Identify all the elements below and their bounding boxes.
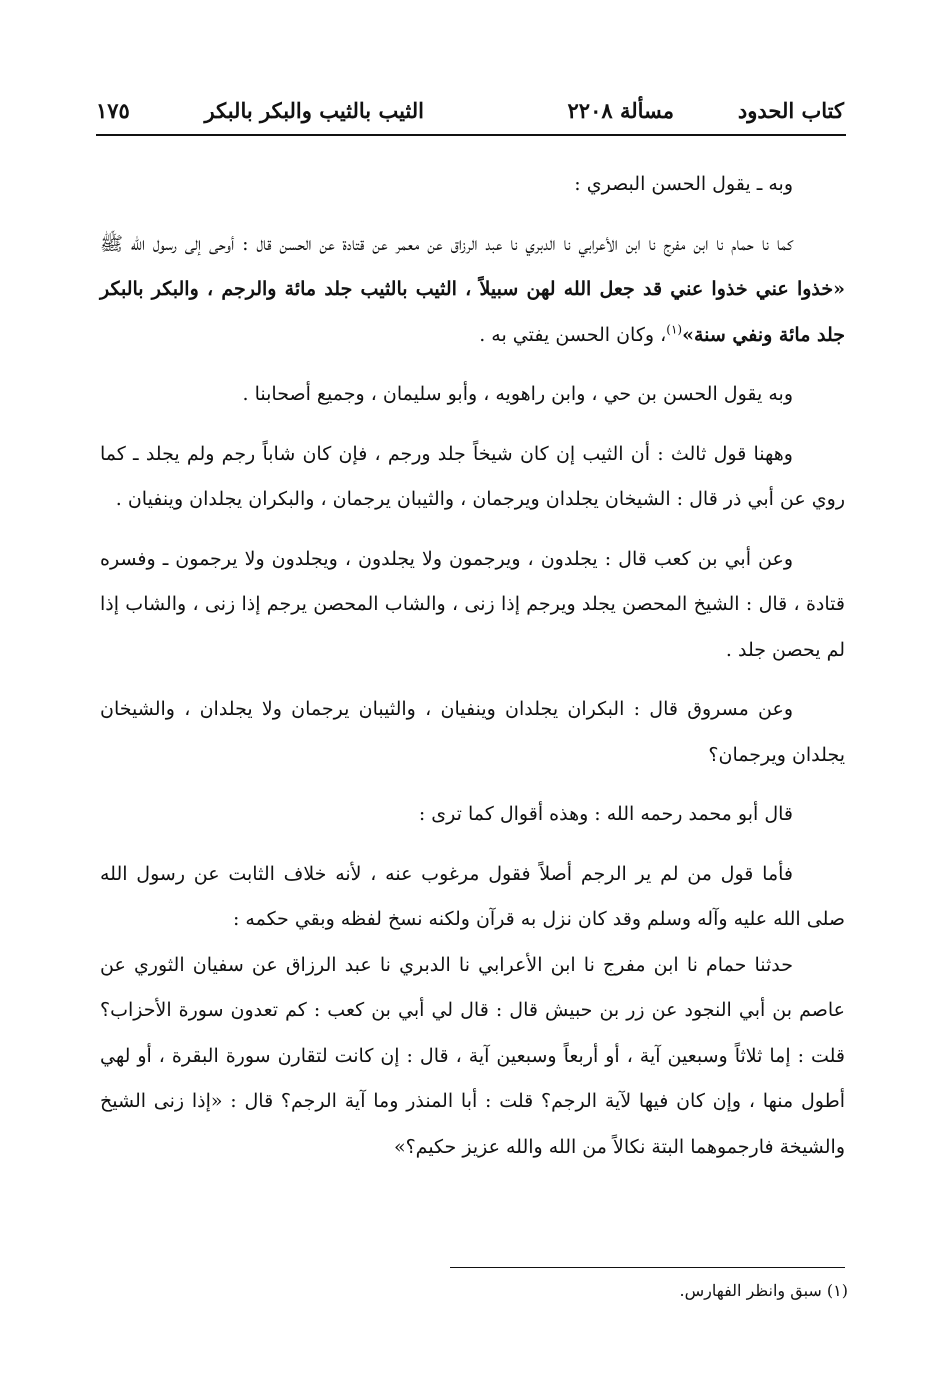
footnote-marker[interactable]: (١) xyxy=(666,322,683,337)
paragraph-7 xyxy=(100,792,845,838)
paragraph-text: وههنا قول ثالث : أن الثيب إن كان شيخاً جلد ورجم ، فإن كان شاباً رجم ولم يجلد ـ كما روي عن أبي ذر قال : الشيخان يجلدان ويرجمان ، والثيبان يرجمان ، والبكران يجلدان وينفيان . xyxy=(100,442,845,510)
paragraph-text: وبه ـ يقول الحسن البصري : xyxy=(574,173,793,195)
paragraph-text: وبه يقول الحسن بن حي ، وابن راهويه ، وأبو سليمان ، وجميع أصحابنا . xyxy=(242,383,793,405)
paragraph-2 xyxy=(100,222,845,359)
hadith-quote: «خذوا عني خذوا عني قد جعل الله لهن سبيلاً ، الثيب بالثيب جلد مائة والرجم ، والبكر بالبكر جلد مائة ونفي سنة» xyxy=(100,278,845,346)
footnote-divider xyxy=(450,1267,845,1268)
paragraph-8 xyxy=(100,852,845,943)
page-number: ١٧٥ xyxy=(96,98,130,123)
paragraph-4 xyxy=(100,432,845,523)
paragraph-text-after: ، وكان الحسن يفتي به . xyxy=(479,323,667,346)
paragraph-text: كما نا حمام نا ابن مفرج نا ابن الأعرابي نا الدبري نا عبد الرزاق عن معمر عن قتادة عن الحسن قال : أوحى إلى رسول الله ﷺ xyxy=(100,232,793,255)
main-text xyxy=(100,162,845,1184)
header-divider xyxy=(96,134,846,136)
paragraph-9 xyxy=(100,943,845,1171)
paragraph-text: وعن أبي بن كعب قال : يجلدون ، ويرجمون ولا يجلدون ، ويجلدون ولا يرجمون ـ وفسره قتادة ، قال : الشيخ المحصن يجلد ويرجم إذا زنى ، والشاب المحصن يرجم إذا زنى ، والشاب إذا لم يحصن جلد . xyxy=(100,547,845,661)
paragraph-3 xyxy=(100,372,845,418)
paragraph-text: وعن مسروق قال : البكران يجلدان وينفيان ، والثيبان يرجمان ولا يجلدان ، والشيخان يجلدان ويرجمان؟ xyxy=(100,698,845,766)
paragraph-5 xyxy=(100,537,845,674)
footnote xyxy=(100,1278,848,1304)
paragraph-text: فأما قول من لم ير الرجم أصلاً فقول مرغوب عنه ، لأنه خلاف الثابت عن رسول الله صلى الله عليه وآله وسلم وقد كان نزل به قرآن ولكنه نسخ لفظه وبقي حكمه : xyxy=(100,862,845,930)
paragraph-text: قال أبو محمد رحمه الله : وهذه أقوال كما ترى : xyxy=(418,803,793,825)
issue-number: مسألة ٢٢٠٨ xyxy=(567,98,674,123)
paragraph-text: حدثنا حمام نا ابن مفرج نا ابن الأعرابي نا الدبري نا عبد الرزاق عن سفيان الثوري عن عاصم بن أبي النجود عن زر بن حبيش قال : قال لي أبي بن كعب : كم تعدون سورة الأحزاب؟ قلت : إما ثلاثاً وسبعين آية ، أو أربعاً وسبعين آية ، قال : إن كانت لتقارن سورة البقرة ، أو لهي أطول منها ، وإن كان فيها لآية الرجم؟ قلت : أبا المنذر وما آية الرجم؟ قال : «إذا زنى الشيخ والشيخة فارجموهما البتة نكالاً من الله والله عزيز حكيم؟» xyxy=(100,953,845,1158)
paragraph-1 xyxy=(100,162,845,208)
paragraph-6 xyxy=(100,687,845,778)
book-title: كتاب الحدود xyxy=(737,98,844,123)
topic-title: الثيب بالثيب والبكر بالبكر xyxy=(204,98,424,123)
running-header xyxy=(96,96,844,132)
footnote-text: (١) سبق وانظر الفهارس. xyxy=(679,1281,848,1300)
